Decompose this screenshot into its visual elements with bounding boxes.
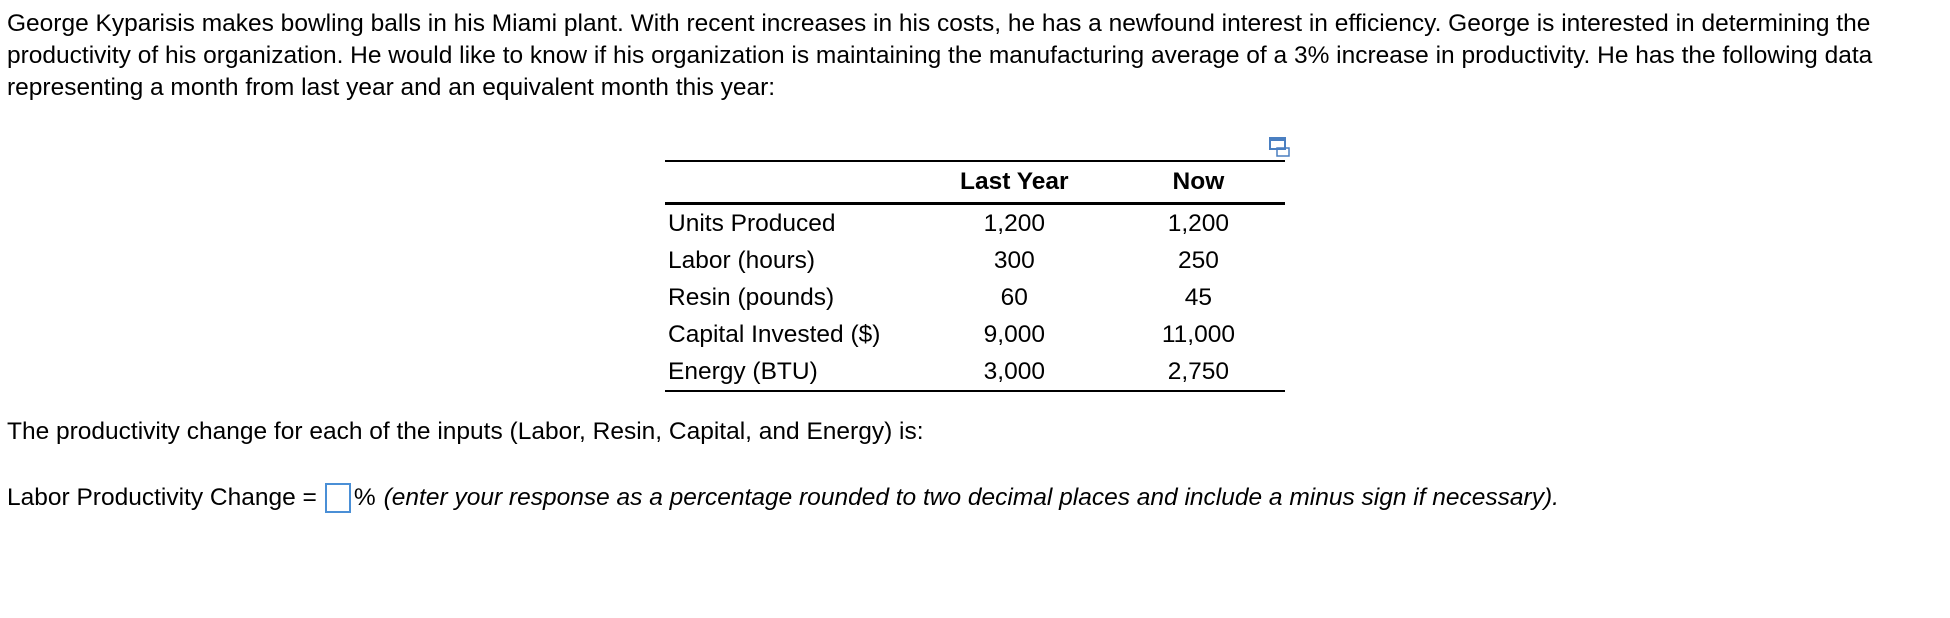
row-now: 11,000: [1161, 320, 1235, 348]
row-now: 2,750: [1167, 357, 1230, 385]
labor-productivity-answer-line: [7, 481, 1559, 515]
table-row: [665, 279, 1285, 316]
question-intro: The productivity change for each of the inputs (Labor, Resin, Capital, and Energy) is:: [7, 418, 924, 445]
header-last-year: Last Year: [917, 161, 1112, 204]
table-row: [665, 353, 1285, 391]
row-label: Capital Invested ($): [668, 320, 881, 348]
header-label: [665, 161, 917, 204]
table-row: [665, 204, 1285, 243]
row-now: 1,200: [1167, 209, 1230, 237]
row-label: Resin (pounds): [668, 283, 835, 311]
labor-productivity-label: Labor Productivity Change =: [7, 484, 317, 511]
row-now: 45: [1184, 283, 1213, 311]
copy-table-icon[interactable]: [1268, 136, 1292, 158]
row-label: Units Produced: [668, 209, 836, 237]
row-last-year: 300: [993, 246, 1035, 274]
percent-unit: %: [353, 484, 376, 511]
data-table-container: [665, 160, 1285, 392]
header-now: Now: [1112, 161, 1285, 204]
productivity-data-table: [665, 160, 1285, 392]
row-label: Energy (BTU): [668, 357, 818, 385]
row-last-year: 9,000: [983, 320, 1045, 348]
answer-instruction: (enter your response as a percentage rounded to two decimal places and include a minus sign if necessary).: [383, 484, 1559, 511]
problem-statement: George Kyparisis makes bowling balls in his Miami plant. With recent increases in his costs, he has a newfound interest in efficiency. George is interested in determining the productivity of his organization. He would like to know if his organization is maintaining the manufacturing average of a 3% increase in productivity. He has the following data representing a month from last year and an equivalent month this year:: [7, 10, 1873, 101]
table-header-row: [665, 161, 1285, 204]
labor-productivity-input[interactable]: [325, 483, 351, 513]
row-last-year: 60: [1000, 283, 1028, 311]
row-last-year: 1,200: [983, 209, 1045, 237]
table-row: [665, 242, 1285, 279]
row-now: 250: [1177, 246, 1219, 274]
table-row: [665, 316, 1285, 353]
row-label: Labor (hours): [668, 246, 816, 274]
row-last-year: 3,000: [983, 357, 1045, 385]
